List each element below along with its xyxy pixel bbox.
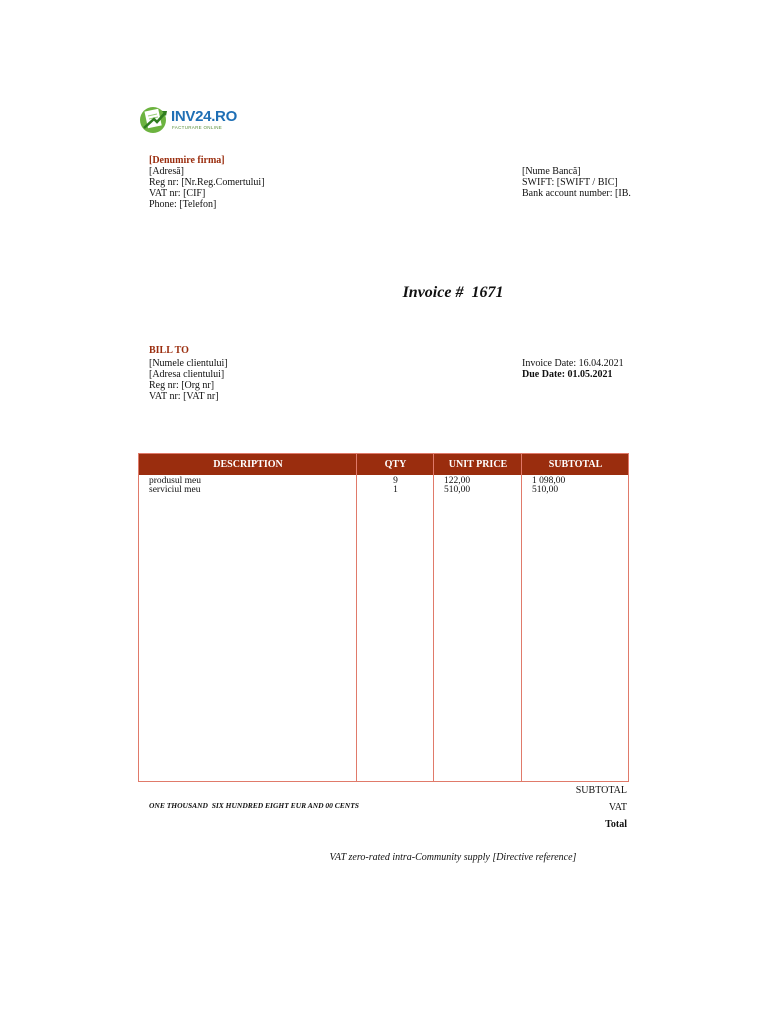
logo-name: INV24.RO <box>171 108 237 125</box>
bill-to-label: BILL TO <box>149 345 189 356</box>
company-address: [Adresă] <box>149 166 184 177</box>
company-name: [Denumire firma] <box>149 155 225 166</box>
row-1-description: produsul meu <box>149 476 201 486</box>
dates-block <box>522 358 624 380</box>
company-reg: Reg nr: [Nr.Reg.Comertului] <box>149 177 265 188</box>
items-table <box>138 453 629 782</box>
vat-note-text: VAT zero-rated intra-Community supply [Directive reference] <box>329 852 577 863</box>
bill-to-block <box>149 345 228 402</box>
client-vat: VAT nr: [VAT nr] <box>149 391 219 402</box>
column-divider <box>433 454 434 781</box>
bank-name: [Nume Bancă] <box>522 166 581 177</box>
bank-block <box>522 166 631 199</box>
header-description: DESCRIPTION <box>213 459 283 470</box>
invoice-date: Invoice Date: 16.04.2021 <box>522 358 624 369</box>
invoice-title-text: Invoice # 1671 <box>402 284 504 301</box>
table-header <box>139 454 628 475</box>
total-label: Total <box>605 819 627 830</box>
subtotal-label: SUBTOTAL <box>575 785 627 796</box>
row-2-qty: 1 <box>393 485 398 495</box>
vat-label: VAT <box>608 802 627 813</box>
row-1-qty: 9 <box>393 476 398 486</box>
logo-tagline: FACTURARE ONLINE <box>172 125 223 130</box>
company-phone: Phone: [Telefon] <box>149 199 217 210</box>
row-2-description: serviciul meu <box>149 485 201 495</box>
bank-swift: SWIFT: [SWIFT / BIC] <box>522 177 618 188</box>
invoice-title <box>0 284 768 302</box>
header-subtotal: SUBTOTAL <box>548 459 603 470</box>
client-address: [Adresa clientului] <box>149 369 225 380</box>
row-2-subtotal: 510,00 <box>532 485 559 495</box>
client-reg: Reg nr: [Org nr] <box>149 380 215 391</box>
header-unit-price: UNIT PRICE <box>448 459 508 470</box>
due-date: Due Date: 01.05.2021 <box>522 369 613 380</box>
header-qty: QTY <box>384 459 407 470</box>
column-divider <box>521 454 522 781</box>
company-vat: VAT nr: [CIF] <box>149 188 206 199</box>
client-name: [Numele clientului] <box>149 358 228 369</box>
vat-note <box>0 852 768 863</box>
amount-in-words: ONE THOUSAND SIX HUNDRED EIGHT EUR AND 00 CENTS <box>149 801 359 810</box>
company-block <box>149 155 265 210</box>
column-divider <box>356 454 357 781</box>
bank-account: Bank account number: [IB. <box>522 188 631 199</box>
row-1-subtotal: 1 098,00 <box>532 476 566 486</box>
row-1-unit-price: 122,00 <box>444 476 471 486</box>
row-2-unit-price: 510,00 <box>444 485 471 495</box>
